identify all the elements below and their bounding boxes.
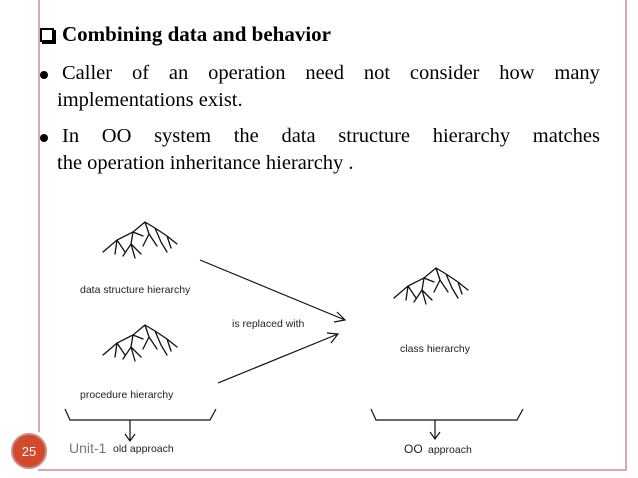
word: consider <box>409 62 480 84</box>
word: many <box>554 62 600 84</box>
old-approach-bracket <box>65 409 216 441</box>
data-structure-tree <box>103 222 177 258</box>
word: the <box>233 125 259 147</box>
word: hierarchy <box>432 125 511 147</box>
class-label: class hierarchy <box>400 343 471 355</box>
word: In <box>62 125 80 147</box>
oo-label: OO <box>404 442 423 456</box>
bullet-1-line-2: implementations exist. <box>57 89 243 111</box>
word: of <box>131 62 150 84</box>
procedure-label: procedure hierarchy <box>80 389 174 401</box>
word: data <box>281 125 316 147</box>
heading-text: Combining data and behavior <box>62 22 331 46</box>
word: OO <box>101 125 132 147</box>
word: need <box>305 62 345 84</box>
class-tree <box>394 268 468 304</box>
word: an <box>168 62 189 84</box>
word: Caller <box>62 62 113 84</box>
word: system <box>154 125 212 147</box>
bullet-2-line-2: the operation inheritance hierarchy . <box>57 152 354 174</box>
word: not <box>363 62 391 84</box>
oo-approach-bracket <box>371 409 523 439</box>
old-approach-label: old approach <box>113 443 174 455</box>
unit-footer-label: Unit-1 <box>69 440 107 456</box>
word: matches <box>532 125 600 147</box>
replaced-label: is replaced with <box>232 318 305 330</box>
data-structure-label: data structure hierarchy <box>80 284 191 296</box>
word: structure <box>338 125 411 147</box>
oo-approach-label: approach <box>428 444 472 456</box>
word: how <box>499 62 535 84</box>
procedure-tree <box>103 325 177 361</box>
page-number-badge: 25 <box>11 433 47 469</box>
word: operation <box>208 62 286 84</box>
